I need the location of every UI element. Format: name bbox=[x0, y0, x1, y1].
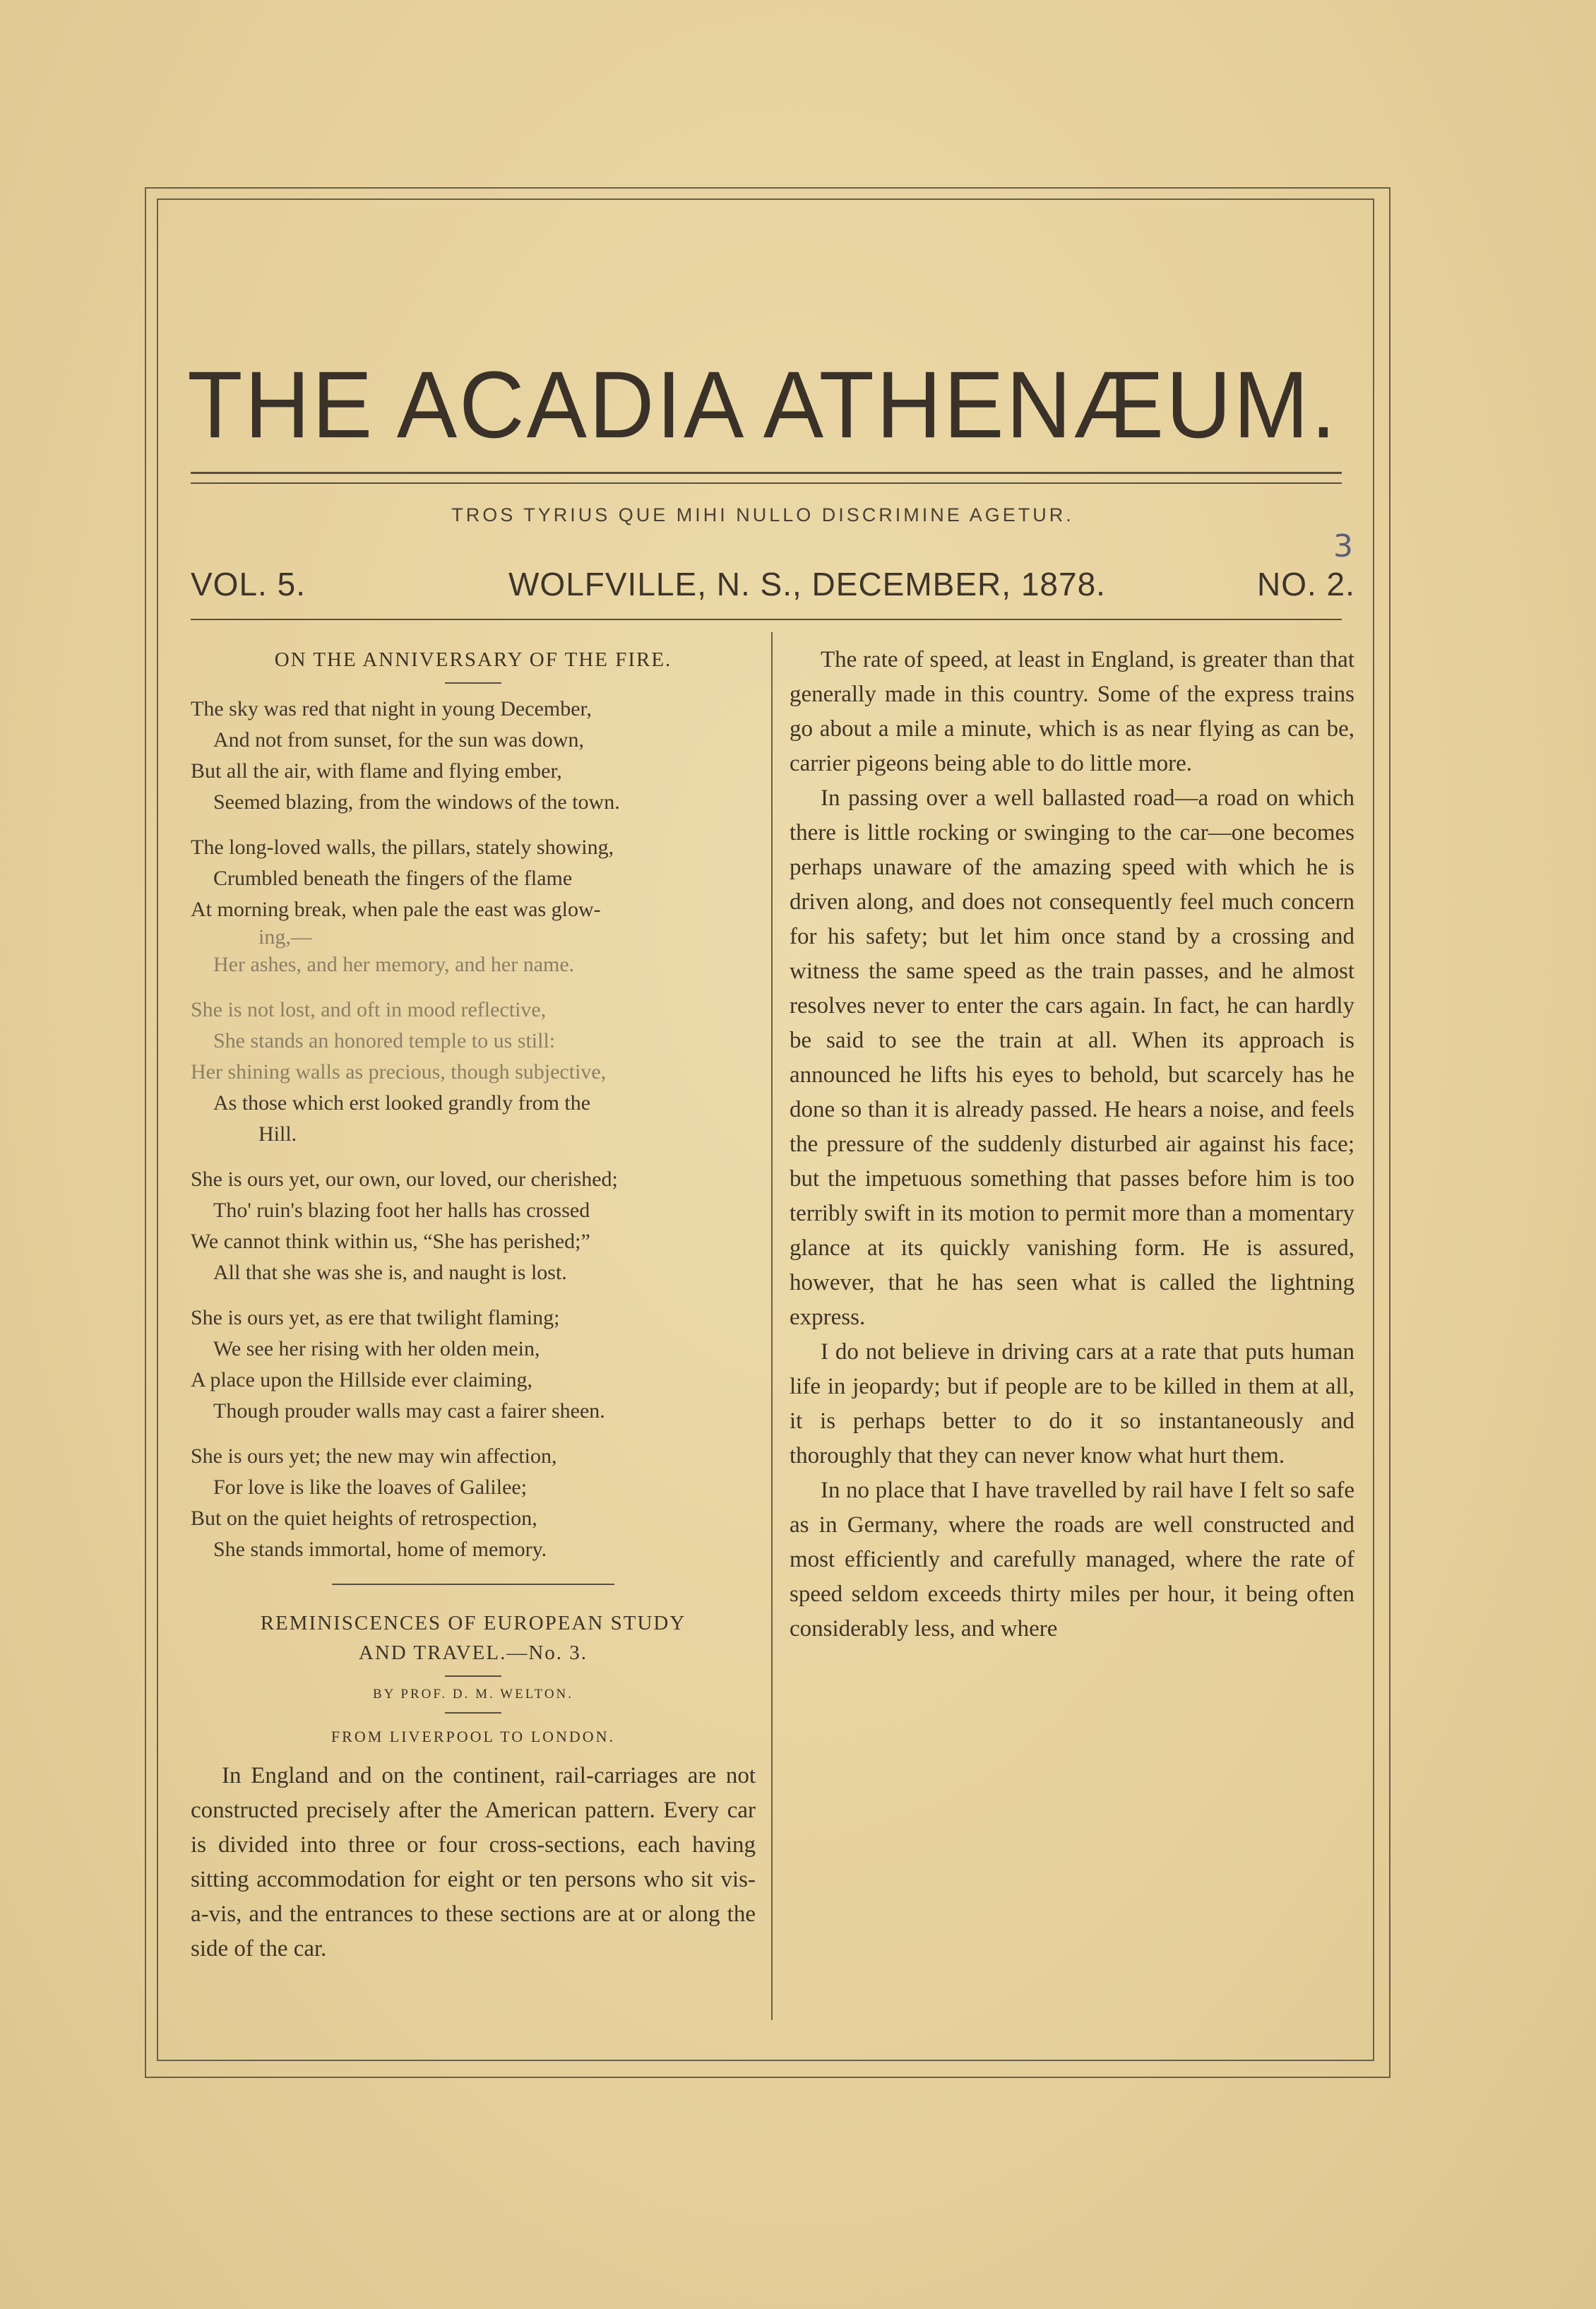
masthead-motto: TROS TYRIUS QUE MIHI NULLO DISCRIMINE AGETUR. bbox=[451, 504, 1074, 526]
poem-stanza-5 bbox=[191, 1302, 756, 1427]
volume-label: VOL. 5. bbox=[191, 566, 306, 603]
poem-stanza-1 bbox=[191, 694, 756, 818]
article-title-line-1: REMINISCENCES OF EUROPEAN STUDY bbox=[260, 1612, 686, 1634]
poem-line: As those which erst looked grandly from the bbox=[213, 1091, 591, 1115]
poem-line: The sky was red that night in young December, bbox=[191, 697, 592, 720]
poem-line: She is ours yet, as ere that twilight flaming; bbox=[191, 1306, 560, 1329]
poem-line: Her ashes, and her memory, and her name. bbox=[213, 953, 575, 976]
poem-line: She is ours yet; the new may win affection, bbox=[191, 1444, 557, 1468]
poem-line: She is not lost, and oft in mood reflective, bbox=[191, 998, 547, 1021]
issue-number: NO. 2. bbox=[1257, 566, 1355, 603]
poem-line: Tho' ruin's blazing foot her halls has crossed bbox=[213, 1199, 590, 1222]
poem-line: And not from sunset, for the sun was down, bbox=[213, 728, 584, 752]
poem-line: Though prouder walls may cast a fairer sheen. bbox=[213, 1399, 605, 1423]
article-byline: BY PROF. D. M. WELTON. bbox=[372, 1687, 574, 1702]
poem-stanza-6 bbox=[191, 1441, 756, 1565]
poem-stanza-2 bbox=[191, 832, 756, 980]
poem-line: Her shining walls as precious, though subjective, bbox=[191, 1060, 607, 1084]
column-divider bbox=[771, 632, 773, 2020]
poem-line: Hill. bbox=[258, 1122, 297, 1146]
dateline-rule bbox=[191, 619, 1342, 620]
article-byline-rule bbox=[445, 1712, 501, 1714]
left-column bbox=[191, 643, 756, 1966]
masthead-title: THE ACADIA ATHENÆUM. bbox=[187, 352, 1338, 458]
article-subhead: FROM LIVERPOOL TO LONDON. bbox=[330, 1728, 616, 1745]
article-paragraph: In no place that I have travelled by rail have I felt so safe as in Germany, where the roads are well constructed and most efficiently and carefully managed, where the rate of speed seldom exceeds thirty miles per hour, it being often considerably less, and where bbox=[790, 1478, 1354, 1642]
poem-line: All that she was she is, and naught is lost. bbox=[213, 1261, 567, 1284]
poem-line: She stands an honored temple to us still: bbox=[213, 1029, 556, 1052]
article-paragraph: I do not believe in driving cars at a rate that puts human life in jeopardy; but if people are to be killed in them at all, it is perhaps better to do it so instantaneously and thoroughly that they can never know what hurt them. bbox=[790, 1339, 1354, 1468]
poem-line: We see her rising with her olden mein, bbox=[213, 1337, 540, 1360]
masthead-rule-bottom bbox=[191, 482, 1342, 484]
poem-line: The long-loved walls, the pillars, stately showing, bbox=[191, 836, 614, 859]
poem-line: But on the quiet heights of retrospection, bbox=[191, 1507, 537, 1530]
poem-line: Crumbled beneath the fingers of the flame bbox=[213, 867, 573, 890]
poem-line: ing,— bbox=[258, 925, 312, 949]
right-column bbox=[790, 643, 1354, 1646]
poem-line: Seemed blazing, from the windows of the town. bbox=[213, 790, 620, 814]
article-title-rule bbox=[445, 1675, 501, 1677]
poem-line: We cannot think within us, “She has perished;” bbox=[191, 1230, 590, 1253]
poem-line: At morning break, when pale the east was glow- bbox=[191, 898, 601, 921]
poem-line: She is ours yet, our own, our loved, our cherished; bbox=[191, 1168, 618, 1191]
article-paragraph: In passing over a well ballasted road—a road on which there is little rocking or swinging to the car—one becomes perhaps unaware of the amazing speed with which he is driven along, and does not consequently feel much concern for his safety; but let him once stand by a crossing and witness the same speed as the train passes, and he almost resolves never to enter the cars again. In fact, he can hardly be said to see the train at all. When its approach is announced he lifts his eyes to behold, but scarcely has he done so than it is already passed. He hears a noise, and feels the pressure of the suddenly disturbed air against his face; but the impetuous something that passes before him is too terribly swift in its motion to permit more than a momentary glance at its quickly vanishing form. He is assured, however, that he has seen what is called the lightning express. bbox=[790, 785, 1354, 1330]
article-paragraph: The rate of speed, at least in England, is greater than that generally made in this country. Some of the express trains go about a mile a minute, which is as near flying as can be, carrier pigeons being able to do little more. bbox=[790, 647, 1354, 776]
poem-title-rule bbox=[445, 682, 501, 684]
section-divider bbox=[332, 1584, 614, 1585]
poem-line: A place upon the Hillside ever claiming, bbox=[191, 1368, 533, 1391]
article-title-line-2: AND TRAVEL.—No. 3. bbox=[358, 1642, 588, 1664]
poem-stanza-4 bbox=[191, 1164, 756, 1288]
poem-line: She stands immortal, home of memory. bbox=[213, 1538, 547, 1561]
masthead-rule-top bbox=[191, 472, 1342, 474]
place-date: WOLFVILLE, N. S., DECEMBER, 1878. bbox=[508, 566, 1106, 603]
poem-line: But all the air, with flame and flying ember, bbox=[191, 759, 562, 783]
handwritten-number: 3 bbox=[1333, 528, 1353, 564]
poem-line: For love is like the loaves of Galilee; bbox=[213, 1476, 528, 1499]
article-paragraph: In England and on the continent, rail-carriages are not constructed precisely after the American pattern. Every car is divided into three or four cross-sections, each having sitting accommodation for eight or ten persons who sit vis-a-vis, and the entrances to these sections are at or along the side of the car. bbox=[191, 1763, 756, 1961]
poem-title: ON THE ANNIVERSARY OF THE FIRE. bbox=[274, 648, 672, 671]
poem-stanza-3 bbox=[191, 995, 756, 1150]
